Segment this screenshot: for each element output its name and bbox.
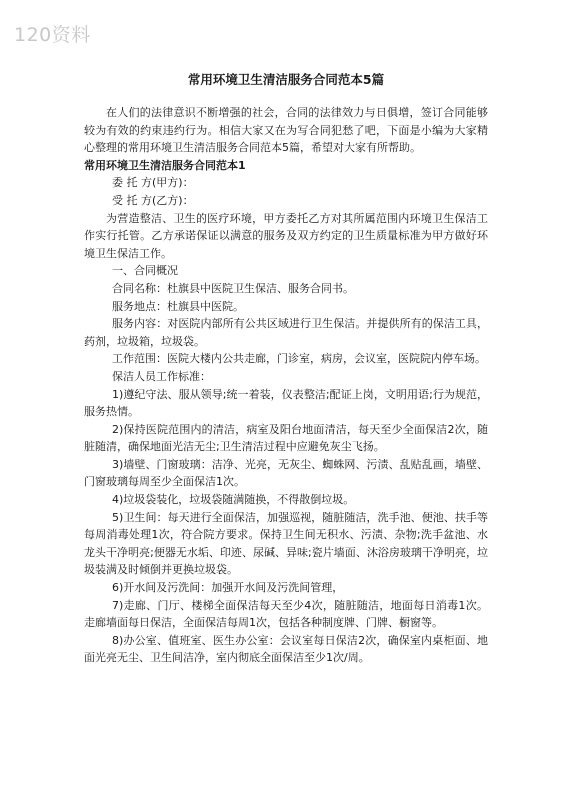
party-a-line: 委 托 方(甲方)： [112, 176, 194, 190]
service-content-paragraph: 服务内容：对医院内部所有公共区域进行卫生保洁。并提供所有的保洁工具，药剂，垃圾箱，垃圾袋。 [84, 317, 488, 348]
document-page [84, 72, 488, 667]
contract-name-line: 合同名称：杜旗县中医院卫生保洁、服务合同书。 [112, 281, 354, 295]
standards-heading: 保洁人员工作标准： [112, 369, 211, 383]
service-location-line: 服务地点：杜旗县中医院。 [112, 299, 244, 313]
work-scope-paragraph: 工作范围：医院大楼内公共走廊，门诊室，病房，会议室，医院院内停车场。 [112, 352, 486, 366]
standard-item-4: 4)垃圾袋装化，垃圾袋随满随换，不得散倒垃圾。 [112, 493, 355, 507]
overview-heading: 一、合同概况 [112, 264, 178, 278]
section-heading: 常用环境卫生清洁服务合同范本1 [84, 158, 246, 172]
standard-item-3: 3)墙壁、门窗玻璃：洁净、光亮，无灰尘、蜘蛛网、污渍、乱贴乱画，墙壁、门窗玻璃每周至少全面保洁1次。 [84, 457, 488, 489]
standard-item-8: 8)办公室、值班室、医生办公室：会议室每日保洁2次，确保室内桌柜面、地面光亮无尘、卫生间洁净，室内彻底全面保洁至少1次/周。 [84, 633, 488, 665]
purpose-paragraph: 为营造整洁、卫生的医疗环境，甲方委托乙方对其所属范围内环境卫生保洁工作实行托管。乙方承诺保证以满意的服务及双方约定的卫生质量标准为甲方做好环境卫生保洁工作。 [84, 211, 488, 260]
standard-item-5: 5)卫生间：每天进行全面保洁，加强巡视，随脏随洁，洗手池、便池、扶手等每周消毒处理1次，符合院方要求。保持卫生间无积水、污渍、杂物;洗手盆池、水龙头干净明亮;便器无水垢、印迹、尿碱、异味;瓷片墙面、沐浴房玻璃干净明亮，垃圾装满及时倾倒并更换垃圾袋。 [84, 510, 488, 577]
standard-item-1: 1)遵纪守法、服从领导;统一着装，仪表整洁;配证上岗，文明用语;行为规范，服务热情。 [84, 387, 488, 419]
party-b-line: 受 托 方(乙方)： [112, 193, 194, 207]
standard-item-2: 2)保持医院范围内的清洁，病室及阳台地面清洁，每天至少全面保洁2次，随脏随清，确保地面光洁无尘;卫生清洁过程中应避免灰尘飞扬。 [84, 422, 488, 454]
standard-item-7: 7)走廊、门厅、楼梯全面保洁每天至少4次，随脏随洁，地面每日消毒1次。走廊墙面每日保洁，全面保洁每周1次，包括各种制度牌、门牌、橱窗等。 [84, 598, 488, 630]
document-title: 常用环境卫生清洁服务合同范本5篇 [187, 72, 385, 87]
intro-paragraph: 在人们的法律意识不断增强的社会，合同的法律效力与日俱增，签订合同能够较为有效的约束违约行为。相信大家又在为写合同犯愁了吧，下面是小编为大家精心整理的常用环境卫生清洁服务合同范本5篇，希望对大家有所帮助。 [84, 106, 488, 155]
standard-item-6: 6)开水间及污洗间：加强开水间及污洗间管理， [112, 581, 344, 595]
watermark: 120资料 [14, 24, 91, 46]
